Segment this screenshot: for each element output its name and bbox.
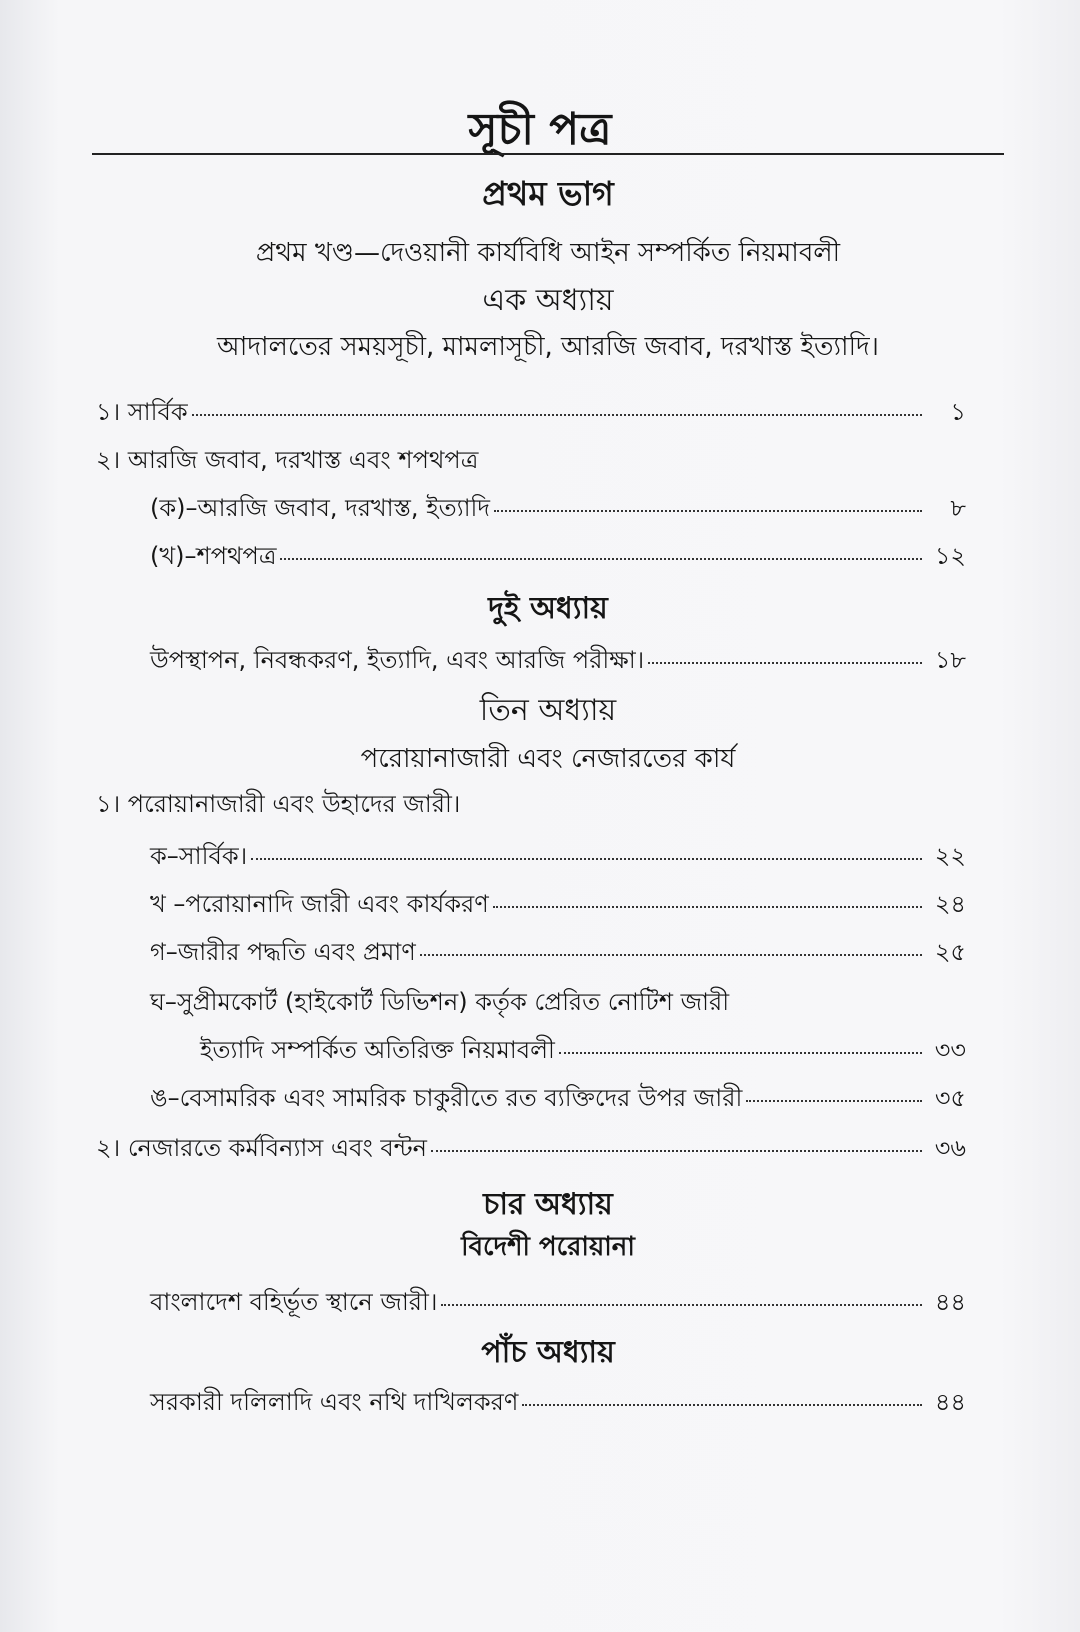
leader-dots [493, 905, 922, 908]
leader-dots [431, 1149, 922, 1152]
section-heading: প্রথম খণ্ড—দেওয়ানী কার্যবিধি আইন সম্পর্কিত নিয়মাবলী [255, 238, 841, 268]
toc-entry-page: ২৫ [934, 938, 966, 966]
toc-entry-label: সরকারী দলিলাদি এবং নথি দাখিলকরণ [150, 1388, 519, 1416]
toc-entry[interactable] [150, 934, 966, 974]
toc-entry-page: ৪৪ [934, 1388, 966, 1416]
toc-entry[interactable] [96, 1130, 966, 1170]
toc-entry[interactable] [150, 1384, 966, 1424]
toc-entry-page: ৩৬ [934, 1134, 966, 1162]
chapter-4-heading: চার অধ্যায় [483, 1187, 613, 1222]
toc-entry[interactable] [150, 642, 966, 682]
leader-dots [494, 509, 922, 512]
page-title: সূচী পত্র [468, 104, 612, 155]
toc-entry-label: (খ)–শপথপত্র [150, 542, 277, 570]
toc-entry-label: ঙ–বেসামরিক এবং সামরিক চাকুরীতে রত ব্যক্তিদের উপর জারী [150, 1084, 743, 1112]
leader-dots [192, 413, 922, 416]
chapter-3-heading: তিন অধ্যায় [479, 693, 617, 728]
toc-entry-page: ১৮ [934, 646, 966, 674]
toc-entry[interactable] [96, 394, 966, 434]
toc-entry-label: ক–সার্বিক। [150, 842, 248, 870]
toc-entry[interactable] [150, 1080, 966, 1120]
toc-entry[interactable] [150, 490, 966, 530]
leader-dots [559, 1051, 922, 1054]
toc-entry-label: বাংলাদেশ বহির্ভূত স্থানে জারী। [150, 1288, 438, 1316]
chapter-5-heading: পাঁচ অধ্যায় [481, 1335, 615, 1370]
chapter-4-subtitle: বিদেশী পরোয়ানা [461, 1232, 635, 1262]
toc-entry-heading[interactable]: ২। আরজি জবাব, দরখাস্ত এবং শপথপত্র [96, 446, 479, 474]
chapter-1-subtitle: আদালতের সময়সূচী, মামলাসূচী, আরজি জবাব, দরখাস্ত ইত্যাদি। [217, 332, 879, 362]
leader-dots [746, 1099, 922, 1102]
leader-dots [251, 857, 922, 860]
toc-entry-label: ইত্যাদি সম্পর্কিত অতিরিক্ত নিয়মাবলী [200, 1036, 555, 1064]
toc-entry-heading[interactable]: ১। পরোয়ানাজারী এবং উহাদের জারী। [96, 790, 461, 818]
toc-entry-label: ১। সার্বিক [96, 398, 188, 426]
toc-entry-label: ২। নেজারতে কর্মবিন্যাস এবং বন্টন [96, 1134, 428, 1162]
leader-dots [522, 1403, 922, 1406]
toc-entry-label: উপস্থাপন, নিবন্ধকরণ, ইত্যাদি, এবং আরজি পরীক্ষা। [150, 646, 645, 674]
toc-entry-page: ১ [950, 398, 966, 426]
toc-entry-label: গ–জারীর পদ্ধতি এবং প্রমাণ [150, 938, 416, 966]
toc-entry-page: ৩৫ [934, 1084, 966, 1112]
chapter-3-subtitle: পরোয়ানাজারী এবং নেজারতের কার্য [360, 744, 736, 774]
toc-entry-label: খ –পরোয়ানাদি জারী এবং কার্যকরণ [150, 890, 489, 918]
toc-entry-page: ৮ [950, 494, 966, 522]
toc-entry-heading[interactable]: ঘ–সুপ্রীমকোর্ট (হাইকোর্ট ডিভিশন) কর্তৃক প্রেরিত নোটিশ জারী [150, 988, 730, 1016]
leader-dots [648, 661, 922, 664]
toc-entry-page: ২৪ [934, 890, 966, 918]
leader-dots [420, 953, 922, 956]
toc-entry[interactable] [200, 1032, 966, 1072]
toc-entry-page: ২২ [934, 842, 966, 870]
toc-entry-page: ১২ [934, 542, 966, 570]
toc-entry-page: ৪৪ [934, 1288, 966, 1316]
chapter-2-heading: দুই অধ্যায় [488, 591, 608, 626]
part-heading: প্রথম ভাগ [482, 174, 614, 213]
leader-dots [280, 557, 922, 560]
toc-entry[interactable] [150, 538, 966, 578]
toc-entry[interactable] [150, 1284, 966, 1324]
chapter-1-heading: এক অধ্যায় [482, 283, 614, 318]
toc-entry-page: ৩৩ [934, 1036, 966, 1064]
leader-dots [441, 1303, 922, 1306]
toc-entry[interactable] [150, 838, 966, 878]
title-divider [92, 153, 1004, 155]
toc-entry[interactable] [150, 886, 966, 926]
toc-entry-label: (ক)–আরজি জবাব, দরখাস্ত, ইত্যাদি [150, 494, 491, 522]
